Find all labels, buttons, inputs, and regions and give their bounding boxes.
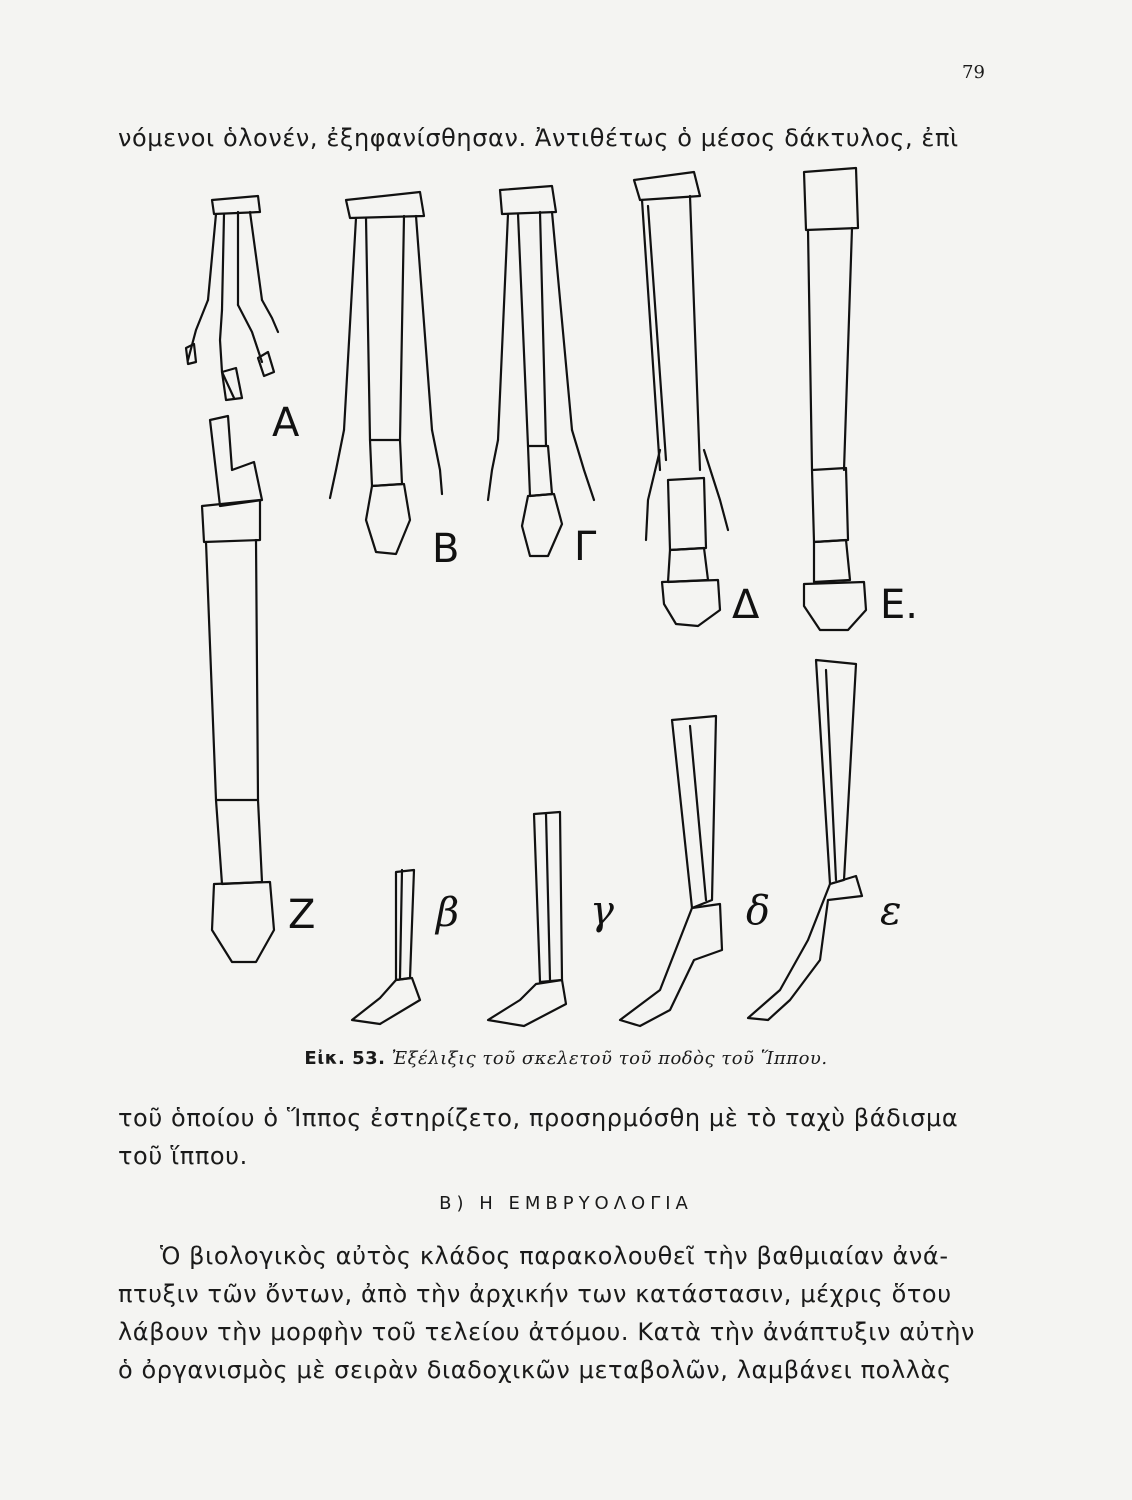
label-a: Α	[272, 400, 300, 446]
text-line: πτυξιν τῶν ὄντων, ἀπὸ τὴν ἀρχικήν των κατάστασιν, μέχρις ὅτου	[118, 1280, 952, 1308]
skeleton-beta-lower	[352, 870, 420, 1024]
label-zeta: Ζ	[288, 892, 316, 938]
text-line: Ὁ βιολογικὸς αὐτὸς κλάδος παρακολουθεῖ τὴν βαθμιαίαν ἀνά-	[160, 1242, 949, 1270]
section-heading: Β) Η ΕΜΒΡΥΟΛΟΓΙΑ	[439, 1193, 693, 1214]
label-delta-lower: δ	[746, 888, 771, 934]
label-gamma-lower: γ	[590, 888, 614, 934]
skeleton-zeta	[202, 416, 274, 962]
figure-caption	[0, 1048, 1132, 1069]
skeleton-delta	[634, 172, 728, 626]
skeleton-a	[186, 196, 278, 400]
page-number: 79	[962, 62, 985, 83]
skeleton-epsilon-lower	[748, 660, 862, 1020]
label-epsilon-lower: ε	[880, 888, 902, 934]
caption-label: Εἰκ. 53.	[304, 1048, 386, 1069]
skeleton-b	[330, 192, 442, 554]
text-line: τοῦ ὁποίου ὁ Ἵππος ἐστηρίζετο, προσηρμόσθη μὲ τὸ ταχὺ βάδισμα	[118, 1104, 959, 1132]
text-line: ὁ ὀργανισμὸς μὲ σειρὰν διαδοχικῶν μεταβολῶν, λαμβάνει πολλὰς	[118, 1356, 952, 1384]
skeleton-gamma-lower	[488, 812, 566, 1026]
label-b: Β	[432, 526, 460, 572]
caption-text: Ἐξέλιξις τοῦ σκελετοῦ τοῦ ποδὸς τοῦ Ἵππου.	[391, 1048, 828, 1069]
text-line: λάβουν τὴν μορφὴν τοῦ τελείου ἀτόμου. Κατὰ τὴν ἀνάπτυξιν αὐτὴν	[118, 1318, 976, 1346]
label-epsilon: Ε.	[880, 582, 918, 628]
skeleton-gamma	[488, 186, 594, 556]
text-line: τοῦ ἵππου.	[118, 1142, 248, 1170]
skeleton-delta-lower	[620, 716, 722, 1026]
text-line: νόμενοι ὁλονέν, ἐξηφανίσθησαν. Ἀντιθέτως ὁ μέσος δάκτυλος, ἐπὶ	[118, 124, 959, 152]
label-beta-lower: β	[436, 890, 460, 936]
label-gamma: Γ	[574, 524, 597, 570]
skeleton-epsilon	[804, 168, 866, 630]
label-delta: Δ	[732, 582, 760, 628]
